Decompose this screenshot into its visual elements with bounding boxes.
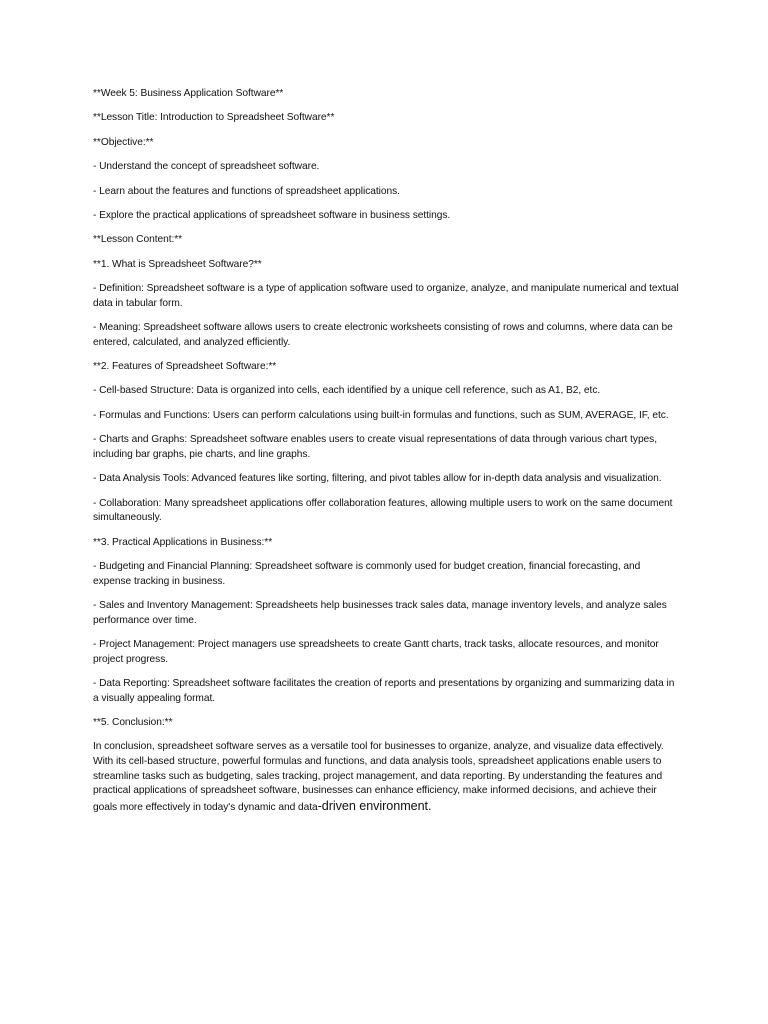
objective-item-1: - Understand the concept of spreadsheet software. xyxy=(93,161,320,173)
data-analysis-item: - Data Analysis Tools: Advanced features like sorting, filtering, and pivot tables allow for in-depth data analysis and visualization. xyxy=(93,473,662,485)
lesson-content-heading: **Lesson Content:** xyxy=(93,234,183,246)
section-1-heading: **1. What is Spreadsheet Software?** xyxy=(93,258,262,270)
objective-item-3: - Explore the practical applications of spreadsheet software in business settings. xyxy=(93,209,451,221)
definition-item: - Definition: Spreadsheet software is a type of application software used to organize, analyze, and manipulate numerical and textual data in tabular form. xyxy=(93,283,679,309)
sales-item: - Sales and Inventory Management: Spreadsheets help businesses track sales data, manage inventory levels, and analyze sales performance over time. xyxy=(93,600,667,626)
collaboration-item: - Collaboration: Many spreadsheet applications offer collaboration features, allowing multiple users to work on the same document simultaneously. xyxy=(93,497,673,524)
cell-structure-item: - Cell-based Structure: Data is organized into cells, each identified by a unique cell reference, such as A1, B2, etc. xyxy=(93,385,601,397)
conclusion-heading: **5. Conclusion:** xyxy=(93,716,173,728)
meaning-item: - Meaning: Spreadsheet software allows users to create electronic worksheets consisting of rows and columns, where data can be entered, calculated, and analyzed efficiently. xyxy=(93,322,673,348)
lesson-title: **Lesson Title: Introduction to Spreadsheet Software** xyxy=(93,112,335,124)
objective-item-2: - Learn about the features and functions of spreadsheet applications. xyxy=(93,185,400,197)
charts-item: - Charts and Graphs: Spreadsheet software enables users to create visual representations of data through various chart types, including bar graphs, pie charts, and line graphs. xyxy=(93,434,657,460)
section-3-heading: **3. Practical Applications in Business:** xyxy=(93,536,273,548)
conclusion-paragraph xyxy=(93,740,681,815)
objective-heading: **Objective:** xyxy=(93,136,154,148)
conclusion-text: In conclusion, spreadsheet software serves as a versatile tool for businesses to organize, analyze, and visualize data effectively. With its cell-based structure, powerful formulas and functions, and data analysis tools, spreadsheet applications enable users to streamline tasks such as budgeting, sales tracking, project management, and data reporting. By understanding the features and practical applications of spreadsheet software, businesses can enhance efficiency, make informed decisions, and achieve their goals more effectively in today's dynamic and data xyxy=(93,741,664,813)
project-management-item: - Project Management: Project managers use spreadsheets to create Gantt charts, track tasks, allocate resources, and monitor project progress. xyxy=(93,638,659,665)
conclusion-tail: -driven environment. xyxy=(317,798,432,813)
week-heading: **Week 5: Business Application Software** xyxy=(93,88,284,99)
budgeting-item: - Budgeting and Financial Planning: Spreadsheet software is commonly used for budget creation, financial forecasting, and expense tracking in business. xyxy=(93,561,641,587)
section-2-heading: **2. Features of Spreadsheet Software:** xyxy=(93,361,277,373)
formulas-item: - Formulas and Functions: Users can perform calculations using built-in formulas and functions, such as SUM, AVERAGE, IF, etc. xyxy=(93,409,669,421)
data-reporting-item: - Data Reporting: Spreadsheet software facilitates the creation of reports and presentations by organizing and summarizing data in a visually appealing format. xyxy=(93,677,675,704)
document-body xyxy=(93,87,681,825)
